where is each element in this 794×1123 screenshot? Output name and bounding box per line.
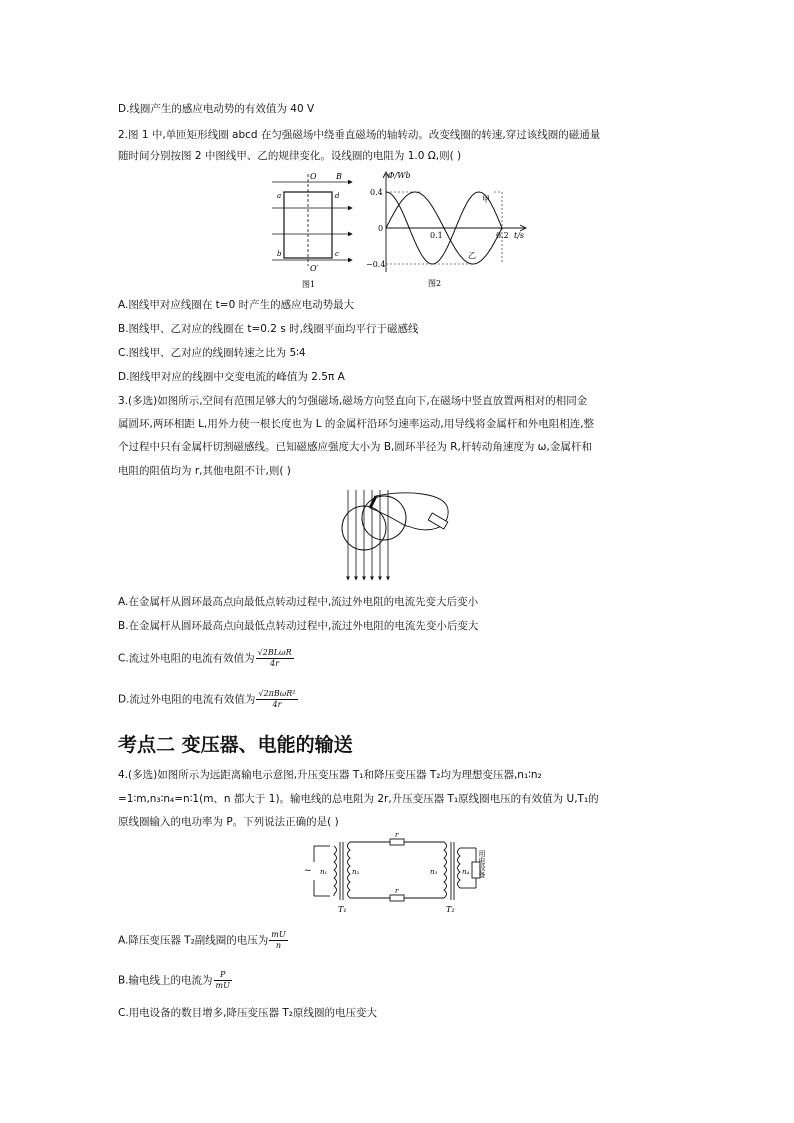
fig2-tick-0.4: 0.4 [370,188,383,197]
q3-option-c-numerator: √2BLωR [257,648,292,657]
fig2-y-label: Φ/Wb [388,171,411,180]
q4-source-symbol: ~ [304,866,312,876]
q4-label-t2: T₂ [446,905,455,914]
q3-stem-line1: 3.(多选)如图所示,空间有范围足够大的匀强磁场,磁场方向竖直向下,在磁场中竖直放置两相对的相同金 [118,395,588,407]
q4-stem-line1: 4.(多选)如图所示为远距离输电示意图,升压变压器 T₁和降压变压器 T₂均为理想变压器,n₁∶n₂ [118,769,542,781]
fig2-tick-0.2: 0.2 [496,231,509,240]
q2-option-a: A.图线甲对应线圈在 t=0 时产生的感应电动势最大 [118,299,355,311]
q4-option-b-numerator: P [214,970,232,981]
q3-option-d-denominator: 4r [272,700,282,709]
q2-option-c: C.图线甲、乙对应的线圈转速之比为 5∶4 [118,347,306,359]
q4-label-n3: n₃ [430,868,438,876]
q4-option-a-text: A.降压变压器 T₂副线圈的电压为 [118,934,269,947]
fig1-field-label: B [336,172,342,181]
q4-option-a [118,930,288,951]
q3-stem-line2: 属圆环,两环相距 L,用外力使一根长度也为 L 的金属杆沿环匀速率运动,用导线将金属杆和外电阻相连,整 [118,418,595,430]
q4-option-c: C.用电设备的数目增多,降压变压器 T₂原线圈的电压变大 [118,1007,377,1019]
q3-option-c-denominator: 4r [270,659,280,668]
q4-label-t1: T₁ [338,905,347,914]
q2-option-d: D.图线甲对应的线圈中交变电流的峰值为 2.5π A [118,371,345,383]
section-title: 考点二 变压器、电能的输送 [118,734,353,756]
q4-option-a-numerator: mU [271,930,286,939]
fig2-tick-0.1: 0.1 [430,231,443,240]
q4-label-n2: n₂ [352,868,360,876]
q4-label-r-bottom: r [395,887,399,895]
q3-option-c [118,648,294,669]
fig2-label-jia: 甲 [482,195,490,204]
q2-figure-1 [268,170,358,292]
q4-label-r-top: r [395,832,399,839]
q4-label-load: 用电设备 [478,850,486,878]
q4-label-n1: n₁ [320,868,328,876]
q4-label-n4: n₄ [462,868,470,876]
fig1-caption: 图1 [302,280,316,289]
q3-figure [336,488,460,584]
q4-stem-line2: =1∶m,n₃∶n₄=n∶1(m、n 都大于 1)。输电线的总电阻为 2r,升压变压器 T₁原线圈电压的有效值为 U,T₁的 [118,793,599,805]
fig1-bottom-axis-label: O′ [310,264,319,273]
q2-option-b: B.图线甲、乙对应的线圈在 t=0.2 s 时,线圈平面均平行于磁感线 [118,323,419,335]
q3-option-c-text: C.流过外电阻的电流有效值为 [118,652,255,665]
q2-figure-2 [364,168,534,292]
fig1-corner-b: b [277,250,282,258]
q3-stem-line3: 个过程中只有金属杆切割磁感线。已知磁感应强度大小为 B,圆环半径为 R,杆转动角速度为 ω,金属杆和 [118,441,592,453]
q4-option-b-denominator: mU [215,981,230,990]
q4-option-b [118,970,232,991]
fig2-label-yi: 乙 [468,251,476,260]
fig1-corner-d: d [335,192,340,200]
q4-option-a-denominator: n [275,941,282,950]
fig1-top-axis-label: O [310,172,317,181]
q2-stem-line2: 随时间分别按图 2 中图线甲、乙的规律变化。设线圈的电阻为 1.0 Ω,则( ) [118,150,462,162]
q4-stem-line3: 原线圈输入的电功率为 P。下列说法正确的是( ) [118,816,339,828]
q3-stem-line4: 电阻的阻值均为 r,其他电阻不计,则( ) [118,465,291,477]
q3-option-a: A.在金属杆从圆环最高点向最低点转动过程中,流过外电阻的电流先变大后变小 [118,596,479,608]
fig2-tick-neg0.4: −0.4 [366,260,386,269]
fig2-tick-0: 0 [378,224,384,233]
q3-option-b: B.在金属杆从圆环最高点向最低点转动过程中,流过外电阻的电流先变小后变大 [118,620,479,632]
fig1-corner-a: a [277,192,282,200]
q4-figure [300,832,500,916]
q4-option-b-text: B.输电线上的电流为 [118,974,213,987]
fig2-caption: 图2 [428,279,442,288]
q3-option-d [118,689,298,710]
q2-stem-line1: 2.图 1 中,单匝矩形线圈 abcd 在匀强磁场中绕垂直磁场的轴转动。改变线圈的转速,穿过该线圈的磁通量 [118,129,601,141]
q1-option-d: D.线圈产生的感应电动势的有效值为 40 V [118,103,315,115]
q3-option-d-numerator: √2πBωR² [258,689,296,698]
fig1-corner-c: c [335,250,339,258]
q3-option-d-text: D.流过外电阻的电流有效值为 [118,693,256,706]
fig2-x-label: t/s [514,231,525,240]
